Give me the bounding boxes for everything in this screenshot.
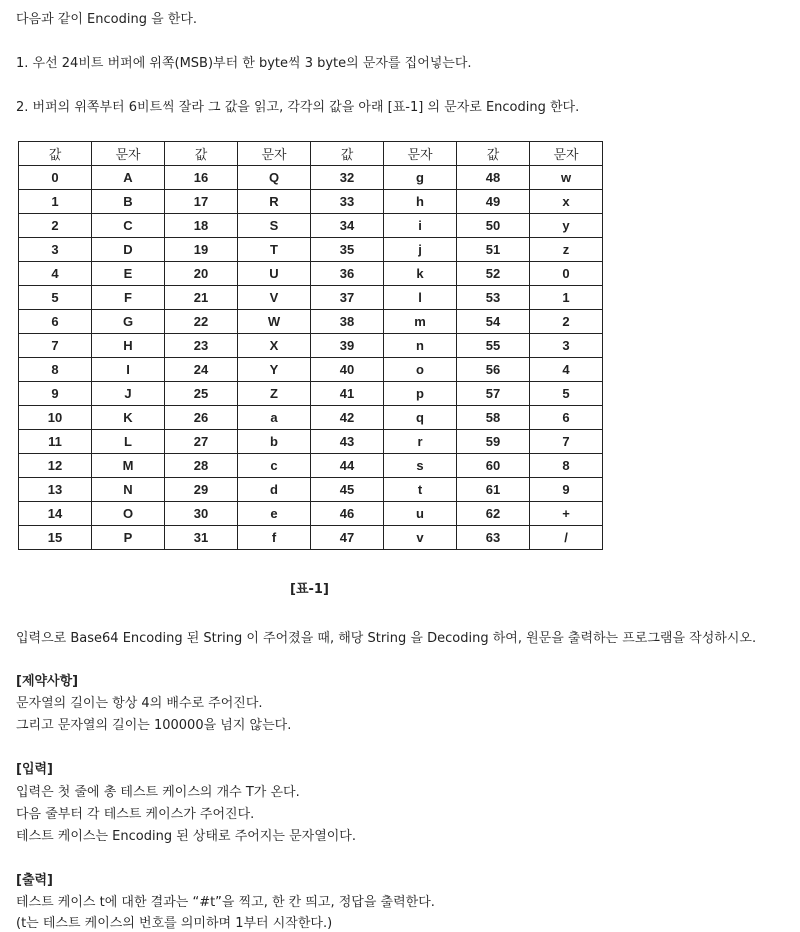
value-cell: 16 [165,166,238,190]
value-cell: 30 [165,502,238,526]
value-cell: 7 [19,334,92,358]
char-cell: v [384,526,457,550]
header-value: 값 [457,142,530,166]
char-cell: 5 [530,382,603,406]
value-cell: 40 [311,358,384,382]
value-cell: 27 [165,430,238,454]
char-cell: d [238,478,311,502]
char-cell: e [238,502,311,526]
value-cell: 46 [311,502,384,526]
value-cell: 4 [19,262,92,286]
header-value: 값 [19,142,92,166]
value-cell: 21 [165,286,238,310]
value-cell: 58 [457,406,530,430]
char-cell: i [384,214,457,238]
value-cell: 0 [19,166,92,190]
table-row [19,358,603,382]
char-cell: z [530,238,603,262]
value-cell: 25 [165,382,238,406]
char-cell: 3 [530,334,603,358]
value-cell: 18 [165,214,238,238]
value-cell: 54 [457,310,530,334]
value-cell: 62 [457,502,530,526]
char-cell: K [92,406,165,430]
output-title: [출력] [16,873,53,888]
header-char: 문자 [384,142,457,166]
step-1-text: 1. 우선 24비트 버퍼에 위쪽(MSB)부터 한 byte씩 3 byte의 문자를 집어넣는다. [16,56,472,71]
char-cell: s [384,454,457,478]
char-cell: E [92,262,165,286]
table-row [19,334,603,358]
value-cell: 52 [457,262,530,286]
constraints-title: [제약사항] [16,674,79,689]
value-cell: 49 [457,190,530,214]
table-row [19,238,603,262]
value-cell: 11 [19,430,92,454]
value-cell: 39 [311,334,384,358]
char-cell: k [384,262,457,286]
char-cell: g [384,166,457,190]
char-cell: 6 [530,406,603,430]
table-row [19,406,603,430]
char-cell: o [384,358,457,382]
char-cell: U [238,262,311,286]
table-row [19,430,603,454]
char-cell: 2 [530,310,603,334]
char-cell: / [530,526,603,550]
table-row [19,214,603,238]
base64-encoding-table [18,141,603,550]
table-row [19,454,603,478]
char-cell: M [92,454,165,478]
value-cell: 1 [19,190,92,214]
value-cell: 48 [457,166,530,190]
char-cell: + [530,502,603,526]
header-char: 문자 [238,142,311,166]
char-cell: S [238,214,311,238]
problem-statement: 입력으로 Base64 Encoding 된 String 이 주어졌을 때, 해당 String 을 Decoding 하여, 원문을 출력하는 프로그램을 작성하시오. [16,631,757,646]
table-row [19,382,603,406]
value-cell: 26 [165,406,238,430]
char-cell: C [92,214,165,238]
char-cell: l [384,286,457,310]
value-cell: 22 [165,310,238,334]
value-cell: 24 [165,358,238,382]
char-cell: V [238,286,311,310]
char-cell: D [92,238,165,262]
value-cell: 5 [19,286,92,310]
value-cell: 53 [457,286,530,310]
char-cell: Z [238,382,311,406]
value-cell: 12 [19,454,92,478]
constraint-line: 문자열의 길이는 항상 4의 배수로 주어진다. [16,696,263,711]
char-cell: r [384,430,457,454]
char-cell: J [92,382,165,406]
char-cell: c [238,454,311,478]
value-cell: 17 [165,190,238,214]
table-row [19,310,603,334]
table-header-row [19,142,603,166]
value-cell: 13 [19,478,92,502]
value-cell: 10 [19,406,92,430]
value-cell: 36 [311,262,384,286]
table-row [19,526,603,550]
char-cell: N [92,478,165,502]
char-cell: A [92,166,165,190]
char-cell: X [238,334,311,358]
value-cell: 32 [311,166,384,190]
value-cell: 42 [311,406,384,430]
value-cell: 3 [19,238,92,262]
value-cell: 15 [19,526,92,550]
table-row [19,190,603,214]
char-cell: L [92,430,165,454]
value-cell: 9 [19,382,92,406]
value-cell: 55 [457,334,530,358]
char-cell: 1 [530,286,603,310]
header-char: 문자 [530,142,603,166]
char-cell: P [92,526,165,550]
table-row [19,478,603,502]
value-cell: 2 [19,214,92,238]
char-cell: Q [238,166,311,190]
char-cell: y [530,214,603,238]
value-cell: 59 [457,430,530,454]
intro-text: 다음과 같이 Encoding 을 한다. [16,12,198,27]
value-cell: 29 [165,478,238,502]
char-cell: u [384,502,457,526]
char-cell: T [238,238,311,262]
value-cell: 20 [165,262,238,286]
char-cell: q [384,406,457,430]
value-cell: 33 [311,190,384,214]
char-cell: p [384,382,457,406]
value-cell: 41 [311,382,384,406]
char-cell: m [384,310,457,334]
value-cell: 44 [311,454,384,478]
char-cell: G [92,310,165,334]
char-cell: R [238,190,311,214]
table-row [19,166,603,190]
value-cell: 23 [165,334,238,358]
header-value: 값 [165,142,238,166]
step-2-text: 2. 버퍼의 위쪽부터 6비트씩 잘라 그 값을 읽고, 각각의 값을 아래 [표-1] 의 문자로 Encoding 한다. [16,100,580,115]
value-cell: 43 [311,430,384,454]
table-caption: [표-1] [290,582,329,597]
header-value: 값 [311,142,384,166]
char-cell: 8 [530,454,603,478]
value-cell: 6 [19,310,92,334]
char-cell: Y [238,358,311,382]
constraint-line: 그리고 문자열의 길이는 100000을 넘지 않는다. [16,718,292,733]
value-cell: 51 [457,238,530,262]
value-cell: 47 [311,526,384,550]
char-cell: j [384,238,457,262]
header-char: 문자 [92,142,165,166]
char-cell: F [92,286,165,310]
char-cell: f [238,526,311,550]
char-cell: h [384,190,457,214]
char-cell: b [238,430,311,454]
char-cell: B [92,190,165,214]
char-cell: x [530,190,603,214]
table-row [19,286,603,310]
char-cell: H [92,334,165,358]
output-line: (t는 테스트 케이스의 번호를 의미하며 1부터 시작한다.) [16,916,333,931]
char-cell: I [92,358,165,382]
input-line: 입력은 첫 줄에 총 테스트 케이스의 개수 T가 온다. [16,785,300,800]
value-cell: 14 [19,502,92,526]
table-row [19,262,603,286]
char-cell: 7 [530,430,603,454]
char-cell: W [238,310,311,334]
value-cell: 37 [311,286,384,310]
char-cell: 0 [530,262,603,286]
char-cell: O [92,502,165,526]
table-body [19,166,603,550]
value-cell: 45 [311,478,384,502]
char-cell: w [530,166,603,190]
char-cell: 9 [530,478,603,502]
input-title: [입력] [16,762,53,777]
char-cell: t [384,478,457,502]
output-line: 테스트 케이스 t에 대한 결과는 “#t”을 찍고, 한 칸 띄고, 정답을 출력한다. [16,895,435,910]
table-row [19,502,603,526]
value-cell: 38 [311,310,384,334]
value-cell: 56 [457,358,530,382]
value-cell: 19 [165,238,238,262]
value-cell: 35 [311,238,384,262]
input-line: 테스트 케이스는 Encoding 된 상태로 주어지는 문자열이다. [16,829,356,844]
value-cell: 8 [19,358,92,382]
value-cell: 63 [457,526,530,550]
value-cell: 31 [165,526,238,550]
value-cell: 34 [311,214,384,238]
value-cell: 50 [457,214,530,238]
value-cell: 57 [457,382,530,406]
input-line: 다음 줄부터 각 테스트 케이스가 주어진다. [16,807,255,822]
char-cell: 4 [530,358,603,382]
char-cell: n [384,334,457,358]
value-cell: 60 [457,454,530,478]
value-cell: 61 [457,478,530,502]
value-cell: 28 [165,454,238,478]
char-cell: a [238,406,311,430]
